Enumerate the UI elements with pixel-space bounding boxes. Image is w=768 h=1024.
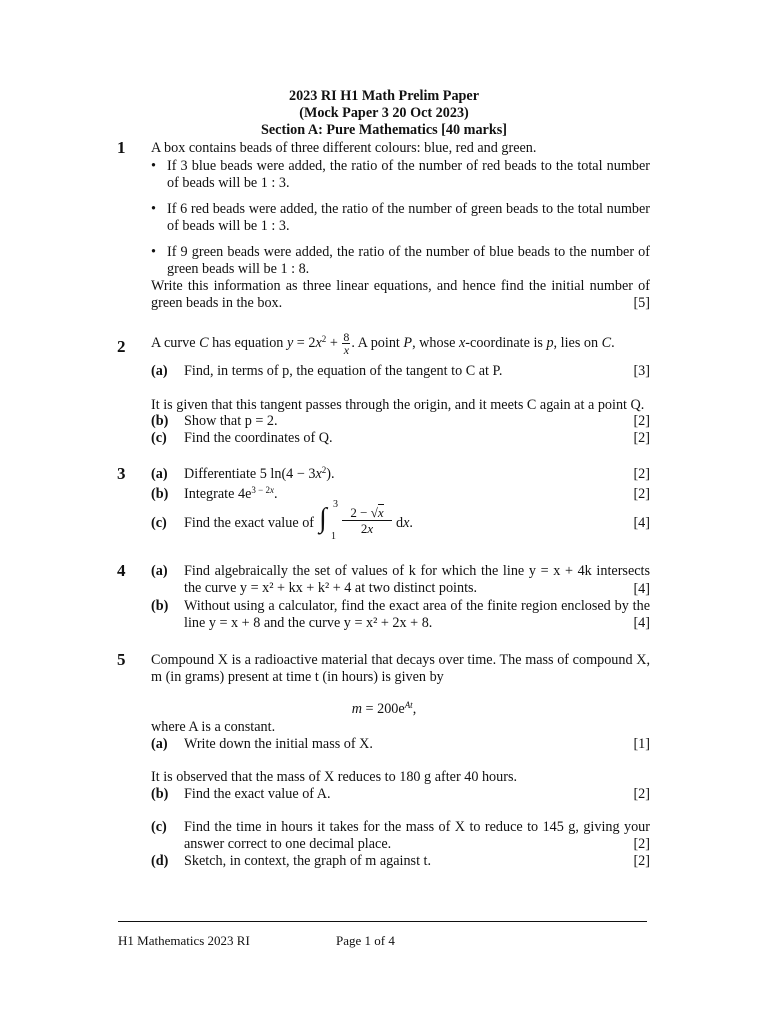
- question-2-stem: A curve C has equation $y = 2x^2$ + $\frac{8}{x}$ . A point P, whose x-coordinate is p, lies on C.: [151, 330, 615, 357]
- footer-left: H1 Mathematics 2023 RI: [118, 933, 250, 948]
- question-1-bullet-3: If 9 green beads were added, the ratio of the number of blue beads to the number of green beads will be 1 : 8.: [167, 244, 650, 277]
- marks: [2]: [633, 430, 650, 446]
- marks: [4]: [633, 581, 650, 597]
- question-number: 5: [117, 650, 126, 669]
- part-label: (a): [151, 363, 168, 379]
- part-label: (c): [151, 819, 167, 835]
- section-heading: Section A: Pure Mathematics [40 marks]: [260, 122, 507, 138]
- question-2c-text: Find the coordinates of Q.: [184, 430, 333, 446]
- question-5d-text: Sketch, in context, the graph of m against t.: [184, 853, 432, 869]
- part-text: Integrate: [184, 486, 235, 502]
- question-2a-text: Find, in terms of p, the equation of the tangent to C at P.: [184, 363, 503, 379]
- marks: [2]: [633, 413, 650, 429]
- integral-sign: ∫: [319, 503, 327, 534]
- marks: [5]: [633, 295, 650, 311]
- marks: [4]: [633, 615, 650, 631]
- marks: [2]: [633, 853, 650, 869]
- question-4b-text: Without using a calculator, find the exact area of the finite region enclosed by the line y = x + 8 and the curve y = x² + 2x + 8.: [184, 598, 650, 631]
- question-1-bullet-1: If 3 blue beads were added, the ratio of the number of red beads to the total number of beads will be 1 : 3.: [167, 158, 650, 191]
- paper-subtitle: (Mock Paper 3 20 Oct 2023): [299, 105, 469, 121]
- marks: [2]: [633, 466, 650, 482]
- decay-equation: $m = 200e^{At}$,: [351, 700, 417, 717]
- marks: [4]: [633, 515, 650, 531]
- question-4a-text: Find algebraically the set of values of k for which the line y = x + 4k intersects the curve y = x² + kx + k² + 4 at two distinct points.: [184, 563, 650, 596]
- question-2-given: It is given that this tangent passes through the origin, and it meets C again at a point Q.: [151, 397, 645, 413]
- marks: [2]: [633, 836, 650, 852]
- stem-text: has equation: [212, 334, 284, 351]
- stem-text: A curve: [151, 334, 196, 351]
- bullet-icon: •: [151, 158, 156, 174]
- stem-text: -coordinate is: [465, 334, 543, 351]
- question-5-observed: It is observed that the mass of X reduces to 180 g after 40 hours.: [151, 769, 518, 785]
- part-label: (a): [151, 736, 168, 752]
- question-1-intro: A box contains beads of three different colours: blue, red and green.: [151, 140, 537, 156]
- question-number: 3: [117, 464, 126, 483]
- part-label: (c): [151, 515, 167, 531]
- question-3b-text: Integrate $4e^{3 - 2x}$.: [184, 485, 278, 502]
- lower-limit: 1: [331, 531, 336, 542]
- integrand: 2 − √x 2x: [342, 505, 392, 536]
- bullet-icon: •: [151, 201, 156, 217]
- question-1-closing: Write this information as three linear equations, and hence find the initial number of green beads in the box.: [151, 278, 650, 311]
- differential: dx.: [396, 515, 413, 531]
- part-text: Find the exact value of: [184, 515, 315, 531]
- stem-text: , lies on: [553, 334, 599, 351]
- upper-limit: 3: [333, 499, 338, 510]
- question-5c-text: Find the time in hours it takes for the mass of X to reduce to 145 g, giving your answer correct to one decimal place.: [184, 819, 650, 852]
- marks: [1]: [633, 736, 650, 752]
- question-number: 2: [117, 337, 126, 356]
- question-number: 4: [117, 561, 126, 580]
- part-text: Differentiate: [184, 466, 257, 482]
- question-5-where: where A is a constant.: [151, 719, 276, 735]
- footer-divider: [118, 921, 647, 922]
- part-label: (b): [151, 486, 169, 502]
- marks: [2]: [633, 486, 650, 502]
- question-5-stem: Compound X is a radioactive material that decays over time. The mass of compound X, m (in grams) present at time t (in hours) is given by: [151, 652, 650, 685]
- page-number: Page 1 of 4: [336, 933, 395, 948]
- part-label: (b): [151, 598, 169, 614]
- part-label: (a): [151, 563, 168, 579]
- question-3a-text: Differentiate 5 $\ln(4 - 3x^2)$.: [184, 465, 335, 482]
- stem-text: . A point: [351, 334, 400, 351]
- marks: [2]: [633, 786, 650, 802]
- bullet-icon: •: [151, 244, 156, 260]
- marks: [3]: [633, 363, 650, 379]
- part-label: (c): [151, 430, 167, 446]
- question-5a-text: Write down the initial mass of X.: [184, 736, 373, 752]
- stem-text: , whose: [412, 334, 456, 351]
- question-number: 1: [117, 138, 126, 157]
- part-label: (b): [151, 786, 169, 802]
- question-5b-text: Find the exact value of A.: [184, 786, 331, 802]
- question-2b-text: Show that p = 2.: [184, 413, 278, 429]
- part-label: (b): [151, 413, 169, 429]
- question-3c-text: [184, 499, 484, 542]
- fraction: $\frac{8}{x}$: [343, 330, 350, 357]
- question-1-bullet-2: If 6 red beads were added, the ratio of the number of green beads to the total number of beads will be 1 : 3.: [167, 201, 650, 234]
- part-label: (a): [151, 466, 168, 482]
- paper-title: 2023 RI H1 Math Prelim Paper: [288, 88, 480, 104]
- part-label: (d): [151, 853, 169, 869]
